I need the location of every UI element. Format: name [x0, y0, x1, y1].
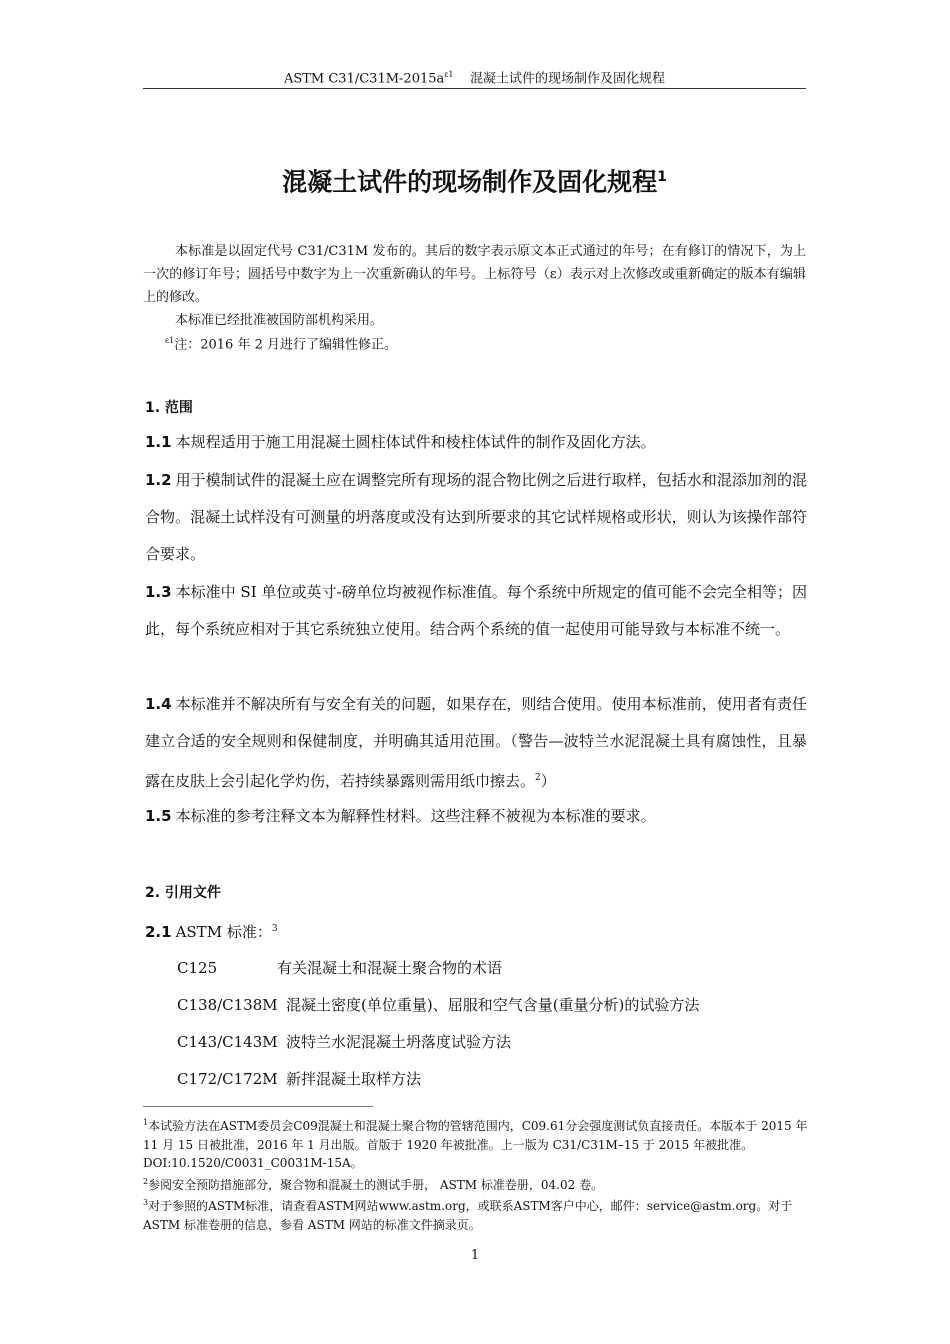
- footnote-1: [143, 1114, 808, 1173]
- clause-1-5: [145, 798, 807, 835]
- clause-1-2: [145, 462, 807, 573]
- reference-item: [177, 1031, 511, 1053]
- footnote-2: [143, 1173, 808, 1195]
- clause-footnote-mark: 3: [271, 924, 278, 934]
- header-title: 混凝土试件的现场制作及固化规程: [470, 71, 666, 87]
- preamble-paragraph-2: 本标准已经批准被国防部机构采用。: [175, 313, 384, 328]
- header-epsilon: ε1: [444, 70, 454, 79]
- footnote-rule: [143, 1106, 373, 1107]
- reference-code: C138/C138M: [177, 996, 278, 1014]
- reference-title: 有关混凝土和混凝土聚合物的术语: [277, 959, 503, 977]
- reference-code: C143/C143M: [177, 1033, 278, 1051]
- clause-text: 本标准并不解决所有与安全有关的问题，如果存在，则结合使用。使用本标准前，使用者有责任建立合适的安全规则和保健制度，并明确其适用范围。（警告—波特兰水泥混凝土具有腐蚀性，且暴露在皮肤上会引起化学灼伤，若持续暴露则需用纸巾擦去。: [145, 695, 807, 790]
- reference-item: [177, 1068, 421, 1090]
- footnotes: [143, 1114, 808, 1234]
- section-1-heading: 1. 范围: [145, 400, 193, 416]
- footnote-mark: 3: [143, 1198, 149, 1207]
- preamble: [143, 240, 806, 356]
- clause-text-tail: ）: [540, 772, 556, 790]
- clause-number: 1.5: [145, 807, 172, 825]
- clause-text: ASTM 标准：: [175, 923, 272, 941]
- footnote-3: [143, 1194, 808, 1234]
- reference-item: [177, 994, 699, 1016]
- preamble-paragraph-1: 本标准是以固定代号 C31/C31M 发布的。其后的数字表示原文本正式通过的年号；在有修订的情况下，为上一次的修订年号；圆括号中数字为上一次重新确认的年号。上标符号（ε）表示对上次修改或重新确定的版本有编辑上的修改。: [143, 244, 806, 305]
- reference-code: C172/C172M: [177, 1070, 278, 1088]
- document-title: [143, 160, 806, 199]
- title-text: 混凝土试件的现场制作及固化规程: [282, 167, 658, 197]
- header-rule: [143, 88, 806, 89]
- footnote-text: 对于参照的ASTM标准，请查看ASTM网站www.astm.org，或联系ASTM客户中心，邮件：service@astm.org。对于 ASTM 标准卷册的信息，参看 ASTM 网站的标准文件摘录页。: [143, 1199, 793, 1232]
- footnote-text: 本试验方法在ASTM委员会C09混凝土和混凝土聚合物的管辖范围内，C09.61分会强度测试负直接责任。本版本于 2015 年 11 月 15 日被批准，2016 年 1 月出版。首版于 1920 年被批准。上一版为 C31/C31M–15 于 2015 年被批准。DOI:10.1520/C0031_C0031M-15A。: [143, 1119, 808, 1170]
- clause-number: 1.3: [145, 583, 172, 601]
- footnote-mark: 1: [143, 1118, 149, 1127]
- reference-title: 混凝土密度(单位重量)、屈服和空气含量(重量分析)的试验方法: [286, 996, 700, 1014]
- editorial-note: [143, 329, 806, 356]
- clause-1-3: [145, 574, 807, 648]
- note-mark: ε1: [165, 336, 175, 345]
- page-number: 1: [470, 1248, 480, 1263]
- clause-1-1: [145, 424, 807, 461]
- reference-title: 新拌混凝土取样方法: [286, 1070, 422, 1088]
- clause-text: 本规程适用于施工用混凝土圆柱体试件和棱柱体试件的制作及固化方法。: [175, 433, 656, 451]
- reference-title: 波特兰水泥混凝土坍落度试验方法: [286, 1033, 512, 1051]
- clause-number: 1.4: [145, 695, 172, 713]
- reference-code: C125: [177, 959, 218, 977]
- header-designation: ASTM C31/C31M-2015a: [283, 71, 445, 87]
- clause-text: 本标准中 SI 单位或英寸-磅单位均被视作标准值。每个系统中所规定的值可能不会完全相等；因此，每个系统应相对于其它系统独立使用。结合两个系统的值一起使用可能导致与本标准不统一。: [145, 583, 807, 638]
- running-header: [143, 66, 806, 88]
- title-footnote-mark: 1: [657, 169, 667, 185]
- clause-number: 1.2: [145, 471, 172, 489]
- clause-number: 2.1: [145, 923, 172, 941]
- clause-footnote-mark: 2: [535, 773, 541, 783]
- footnote-text: 参阅安全预防措施部分，聚合物和混凝土的测试手册， ASTM 标准卷册，04.02 卷。: [148, 1177, 604, 1192]
- clause-1-4: [145, 686, 807, 800]
- section-2-heading: 2. 引用文件: [145, 885, 221, 901]
- clause-number: 1.1: [145, 433, 172, 451]
- reference-item: [177, 957, 502, 979]
- clause-2-1: [145, 911, 807, 951]
- clause-text: 本标准的参考注释文本为解释性材料。这些注释不被视为本标准的要求。: [175, 807, 656, 825]
- footnote-mark: 2: [143, 1176, 149, 1186]
- note-text: 注：2016 年 2 月进行了编辑性修正。: [174, 337, 397, 353]
- clause-text: 用于模制试件的混凝土应在调整完所有现场的混合物比例之后进行取样，包括水和混添加剂的混合物。混凝土试样没有可测量的坍落度或没有达到所要求的其它试样规格或形状，则认为该操作部符合要求。: [145, 471, 807, 563]
